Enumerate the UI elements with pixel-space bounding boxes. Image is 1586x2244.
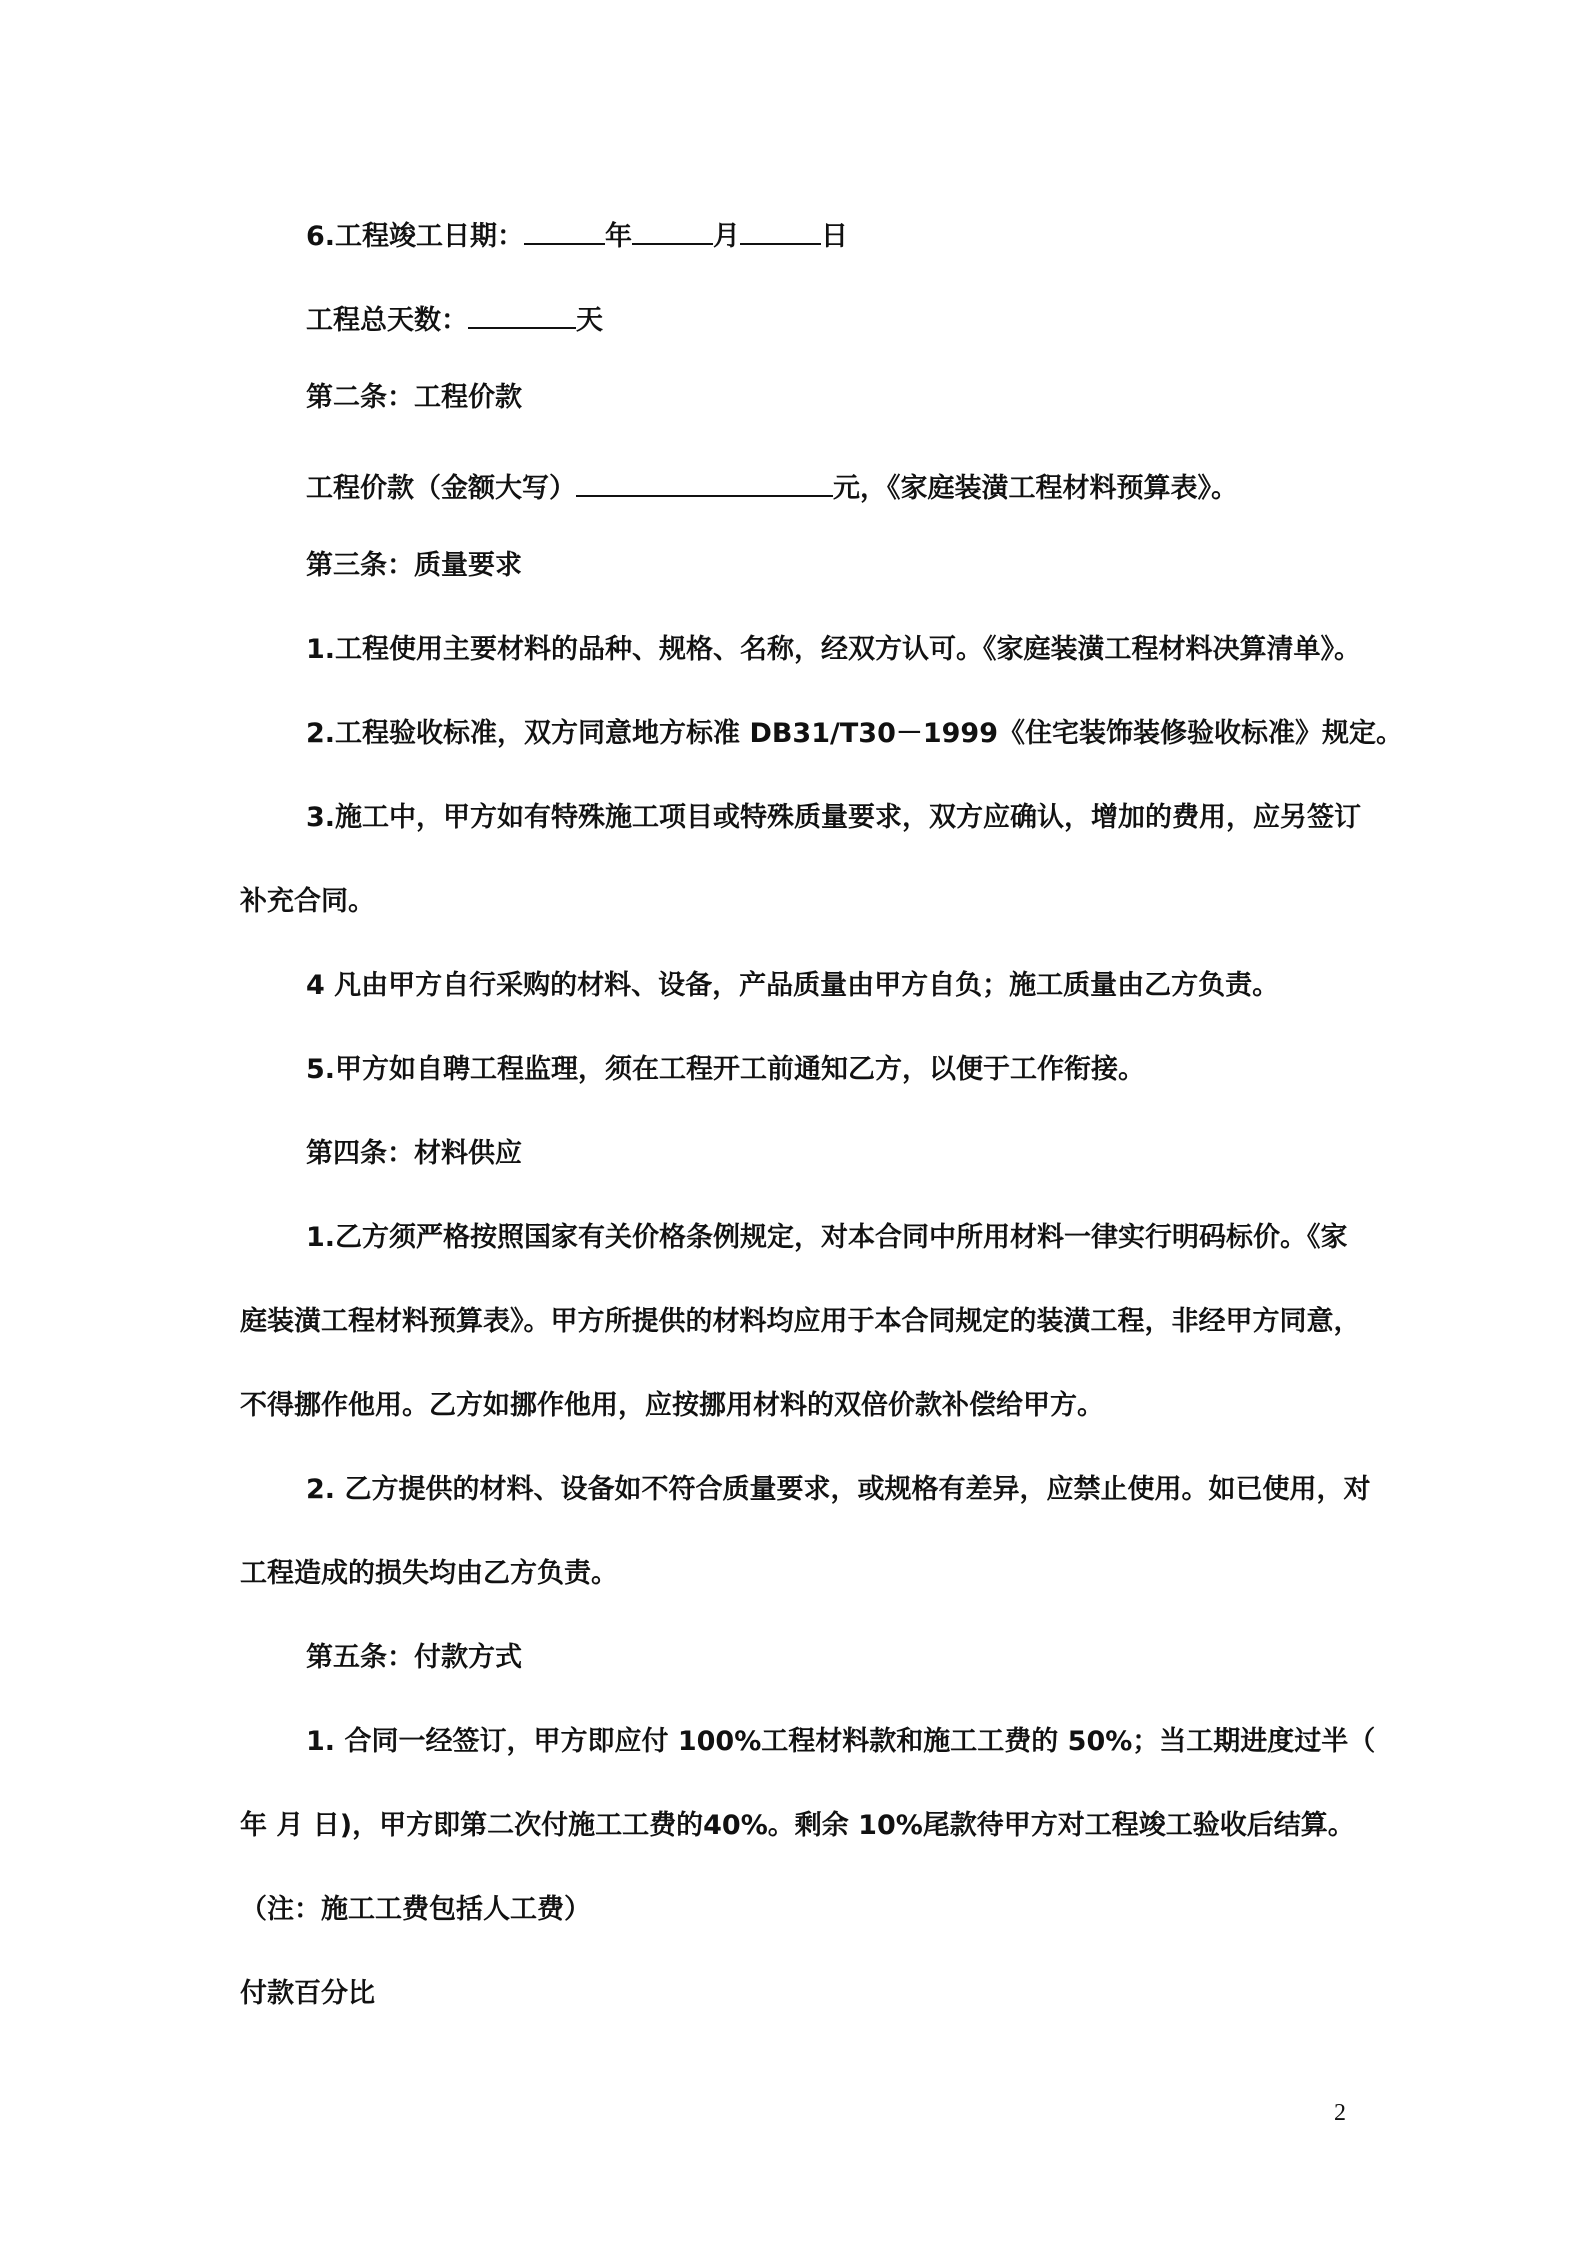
article-4-item-1-line-3	[240, 1392, 1104, 1419]
article-5-item-1-line-1	[306, 1728, 1375, 1755]
line-text: 第二条：工程价款	[306, 382, 522, 413]
line-text: 元，《家庭装潢工程材料预算表》。	[833, 473, 1238, 504]
article-3-item-5	[306, 1056, 1145, 1083]
line-text: 4 凡由甲方自行采购的材料、设备，产品质量由甲方自负；施工质量由乙方负责。	[306, 970, 1280, 1001]
line-text: 5.甲方如自聘工程监理，须在工程开工前通知乙方，以便于工作衔接。	[306, 1054, 1146, 1085]
total-days-line	[306, 300, 603, 334]
line-text: 付款百分比	[240, 1978, 375, 2009]
fill-in-blank	[524, 216, 605, 245]
article-4-item-2-line-1	[306, 1476, 1370, 1503]
line-text: 庭装潢工程材料预算表》。甲方所提供的材料均应用于本合同规定的装潢工程，非经甲方同意，	[240, 1306, 1361, 1337]
line-text: 不得挪作他用。乙方如挪作他用，应按挪用材料的双倍价款补偿给甲方。	[240, 1390, 1104, 1421]
payment-percent-heading	[240, 1980, 375, 2007]
line-text: 1. 合同一经签订，甲方即应付 100%工程材料款和施工工费的 50%；当工期进度过半（	[306, 1726, 1376, 1757]
line-text: 工程价款（金额大写）	[306, 473, 576, 504]
line-text: 1.乙方须严格按照国家有关价格条例规定，对本合同中所用材料一律实行明码标价。《家	[306, 1222, 1348, 1253]
article-4-heading	[306, 1140, 522, 1167]
line-text: 年 月 日)，甲方即第二次付施工工费的40%。剩余 10%尾款待甲方对工程竣工验收后结算。	[240, 1810, 1355, 1841]
article-3-item-1	[306, 636, 1361, 663]
article-5-heading	[306, 1644, 522, 1671]
line-text: 第三条：质量要求	[306, 550, 522, 581]
fill-in-blank	[632, 216, 713, 245]
line-text: （注：施工工费包括人工费）	[240, 1894, 591, 1925]
article-5-item-1-line-2	[240, 1812, 1355, 1839]
page-number: 2	[1334, 2100, 1346, 2126]
line-text: 工程总天数：	[306, 305, 468, 336]
article-5-note	[240, 1896, 591, 1923]
line-text: 年	[605, 221, 633, 252]
article-3-heading	[306, 552, 522, 579]
article-3-item-3-line-1	[306, 804, 1361, 831]
line-text: 2.工程验收标准，双方同意地方标准 DB31/T30－1999《住宅装饰装修验收标准》规定。	[306, 718, 1404, 749]
line-text: 工程造成的损失均由乙方负责。	[240, 1558, 618, 1589]
article-3-item-3-line-2	[240, 888, 375, 915]
article-4-item-1-line-1	[306, 1224, 1348, 1251]
fill-in-blank	[576, 468, 833, 497]
completion-date-line	[306, 216, 848, 250]
line-text: 6.工程竣工日期：	[306, 221, 525, 252]
line-text: 补充合同。	[240, 886, 375, 917]
line-text: 天	[576, 305, 603, 336]
line-text: 3.施工中，甲方如有特殊施工项目或特殊质量要求，双方应确认，增加的费用，应另签订	[306, 802, 1362, 833]
line-text: 月	[713, 221, 741, 252]
article-3-item-2	[306, 720, 1403, 747]
article-2-heading	[306, 384, 522, 411]
line-text: 1.工程使用主要材料的品种、规格、名称，经双方认可。《家庭装潢工程材料决算清单》。	[306, 634, 1362, 665]
price-line	[306, 468, 1238, 502]
line-text: 日	[821, 221, 849, 252]
fill-in-blank	[468, 300, 576, 329]
line-text: 2. 乙方提供的材料、设备如不符合质量要求，或规格有差异，应禁止使用。如已使用，对	[306, 1474, 1371, 1505]
line-text: 第四条：材料供应	[306, 1138, 522, 1169]
article-4-item-2-line-2	[240, 1560, 618, 1587]
line-text: 第五条：付款方式	[306, 1642, 522, 1673]
fill-in-blank	[740, 216, 821, 245]
article-4-item-1-line-2	[240, 1308, 1361, 1335]
article-3-item-4	[306, 972, 1279, 999]
